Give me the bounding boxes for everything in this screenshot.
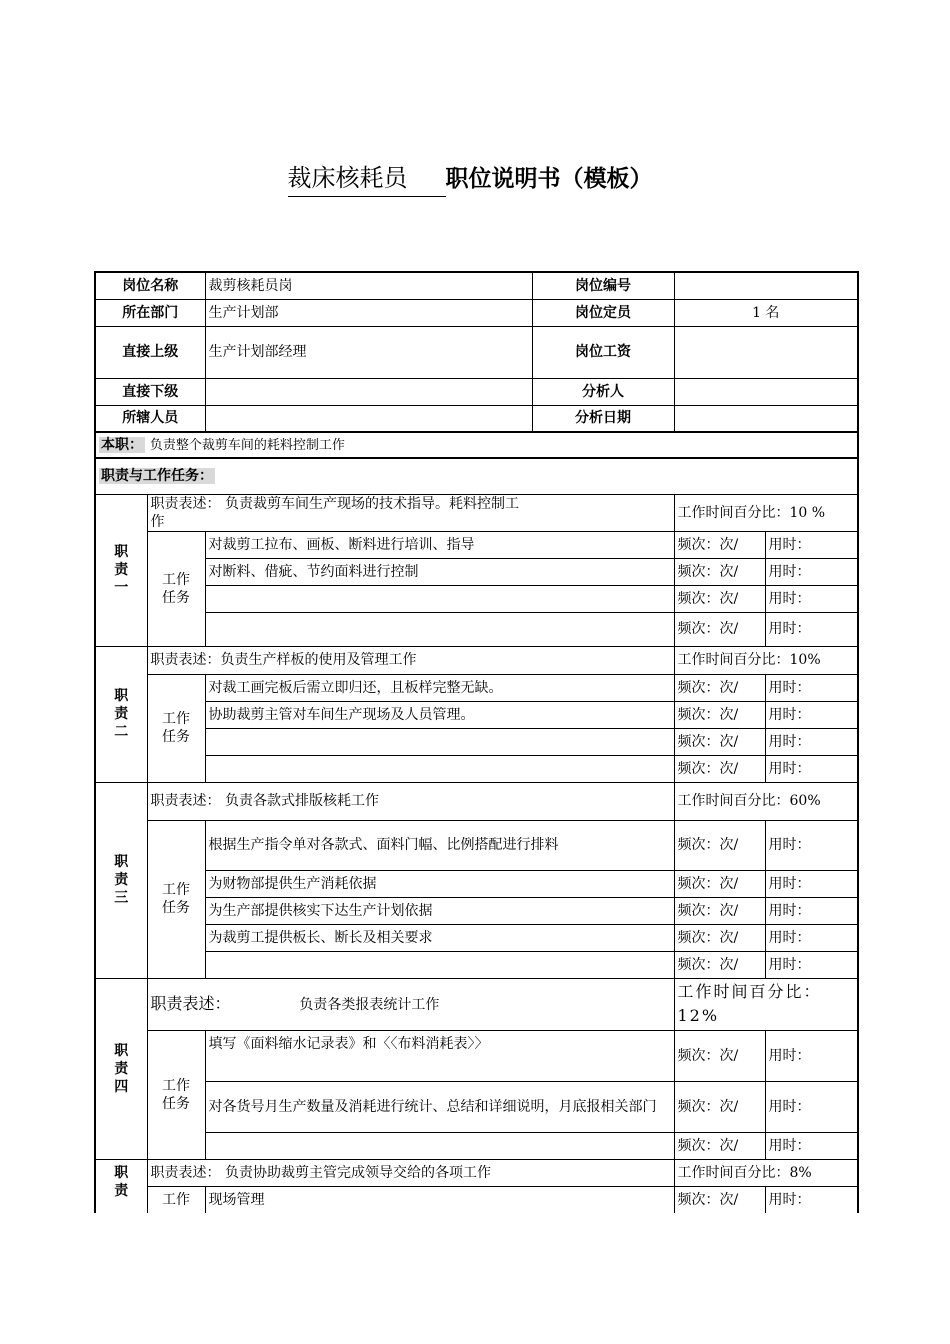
superior-label: 直接上级 xyxy=(95,326,205,378)
subordinate-value xyxy=(205,378,532,405)
duty-2-task-label: 工作 任务 xyxy=(147,674,205,782)
dept-label: 所在部门 xyxy=(95,299,205,326)
freq: 频次：次/ xyxy=(674,1030,765,1081)
freq: 频次：次/ xyxy=(674,1081,765,1132)
duty-1-task-label: 工作 任务 xyxy=(147,531,205,646)
title-position: 裁床核耗员 xyxy=(288,160,446,197)
salary-value xyxy=(674,326,858,378)
duty-1-task-4 xyxy=(205,612,674,646)
duty-2-name: 职 责 二 xyxy=(95,646,147,782)
duty-2-task-4 xyxy=(205,755,674,782)
duty-5-desc: 职责表述： 负责协助裁剪主管完成领导交给的各项工作 xyxy=(147,1159,674,1186)
duty-3-task-label: 工作 任务 xyxy=(147,820,205,978)
duty-2-pct: 工作时间百分比：10% xyxy=(674,646,858,674)
freq: 频次：次/ xyxy=(674,897,765,924)
duty-1-task-2: 对断料、借疵、节约面料进行控制 xyxy=(205,558,674,585)
job-name-label: 岗位名称 xyxy=(95,272,205,299)
time: 用时： xyxy=(765,612,858,646)
duty-1-name: 职 责 一 xyxy=(95,494,147,646)
freq: 频次：次/ xyxy=(674,612,765,646)
time: 用时： xyxy=(765,897,858,924)
duty-1-pct: 工作时间百分比：10 % xyxy=(674,494,858,531)
duty-4-name: 职 责 四 xyxy=(95,978,147,1159)
time: 用时： xyxy=(765,531,858,558)
job-no-value xyxy=(674,272,858,299)
job-name-value: 裁剪核耗员岗 xyxy=(205,272,532,299)
time: 用时： xyxy=(765,924,858,951)
freq: 频次：次/ xyxy=(674,755,765,782)
freq: 频次：次/ xyxy=(674,820,765,870)
duty-3-task-3: 为生产部提供核实下达生产计划依据 xyxy=(205,897,674,924)
time: 用时： xyxy=(765,820,858,870)
quota-label: 岗位定员 xyxy=(532,299,674,326)
duty-3-task-4: 为裁剪工提供板长、断长及相关要求 xyxy=(205,924,674,951)
duty-5-name: 职 责 xyxy=(95,1159,147,1213)
time: 用时： xyxy=(765,755,858,782)
dept-value: 生产计划部 xyxy=(205,299,532,326)
duty-2-task-1: 对裁工画完板后需立即归还，且板样完整无缺。 xyxy=(205,674,674,701)
duty-4-task-label: 工作 任务 xyxy=(147,1030,205,1159)
duty-4-desc-text: 负责各类报表统计工作 xyxy=(299,996,440,1013)
duty-3-task-2: 为财物部提供生产消耗依据 xyxy=(205,870,674,897)
duty-2-desc: 职责表述：负责生产样板的使用及管理工作 xyxy=(147,646,674,674)
time: 用时： xyxy=(765,728,858,755)
duty-1-task-1: 对裁剪工拉布、画板、断料进行培训、指导 xyxy=(205,531,674,558)
freq: 频次：次/ xyxy=(674,674,765,701)
time: 用时： xyxy=(765,1030,858,1081)
staff-label: 所辖人员 xyxy=(95,405,205,432)
title-suffix: 职位说明书（模板） xyxy=(445,166,653,192)
duty-3-task-5 xyxy=(205,951,674,978)
duty-3-pct: 工作时间百分比：60% xyxy=(674,782,858,820)
duty-5-task-label: 工作 xyxy=(147,1186,205,1213)
time: 用时： xyxy=(765,951,858,978)
freq: 频次：次/ xyxy=(674,951,765,978)
subordinate-label: 直接下级 xyxy=(95,378,205,405)
duty-4-task-1: 填写《面料缩水记录表》和〈〈布料消耗表〉〉 xyxy=(205,1030,674,1081)
duty-5-pct: 工作时间百分比：8% xyxy=(674,1159,858,1186)
time: 用时： xyxy=(765,1186,858,1213)
duty-1-task-3 xyxy=(205,585,674,612)
duty-3-task-1: 根据生产指令单对各款式、面料门幅、比例搭配进行排料 xyxy=(205,820,674,870)
freq: 频次：次/ xyxy=(674,558,765,585)
job-no-label: 岗位编号 xyxy=(532,272,674,299)
duty-5-task-1: 现场管理 xyxy=(205,1186,674,1213)
job-description-table xyxy=(94,271,859,1213)
freq: 频次：次/ xyxy=(674,701,765,728)
duty-3-desc: 职责表述： 负责各款式排版核耗工作 xyxy=(147,782,674,820)
time: 用时： xyxy=(765,701,858,728)
duties-header: 职责与工作任务： xyxy=(95,458,858,494)
duty-3-name: 职 责 三 xyxy=(95,782,147,978)
duty-1-desc: 职责表述： 负责裁剪车间生产现场的技术指导。耗料控制工作 xyxy=(147,494,532,531)
duty-4-task-2: 对各货号月生产数量及消耗进行统计、总结和详细说明，月底报相关部门 xyxy=(205,1081,674,1132)
freq: 频次：次/ xyxy=(674,1186,765,1213)
freq: 频次：次/ xyxy=(674,924,765,951)
duty-4-desc xyxy=(147,978,674,1030)
analyst-value xyxy=(674,378,858,405)
role-row xyxy=(95,432,858,458)
staff-value xyxy=(205,405,532,432)
analyst-label: 分析人 xyxy=(532,378,674,405)
time: 用时： xyxy=(765,558,858,585)
role-label: 本职： xyxy=(101,436,143,453)
freq: 频次：次/ xyxy=(674,531,765,558)
time: 用时： xyxy=(765,585,858,612)
page-title xyxy=(0,160,950,197)
date-label: 分析日期 xyxy=(532,405,674,432)
salary-label: 岗位工资 xyxy=(532,326,674,378)
freq: 频次：次/ xyxy=(674,585,765,612)
freq: 频次：次/ xyxy=(674,870,765,897)
role-text: 负责整个裁剪车间的耗料控制工作 xyxy=(149,437,345,453)
time: 用时： xyxy=(765,674,858,701)
freq: 频次：次/ xyxy=(674,728,765,755)
duty-4-pct: 工作时间百分比：12% xyxy=(674,978,858,1030)
time: 用时： xyxy=(765,870,858,897)
quota-value: 1 名 xyxy=(674,299,858,326)
duty-2-task-2: 协助裁剪主管对车间生产现场及人员管理。 xyxy=(205,701,674,728)
superior-value: 生产计划部经理 xyxy=(205,326,532,378)
date-value xyxy=(674,405,858,432)
time: 用时： xyxy=(765,1132,858,1159)
duty-4-desc-label: 职责表述： xyxy=(150,993,231,1013)
duty-4-task-3 xyxy=(205,1132,674,1159)
time: 用时： xyxy=(765,1081,858,1132)
duty-2-task-3 xyxy=(205,728,674,755)
freq: 频次：次/ xyxy=(674,1132,765,1159)
